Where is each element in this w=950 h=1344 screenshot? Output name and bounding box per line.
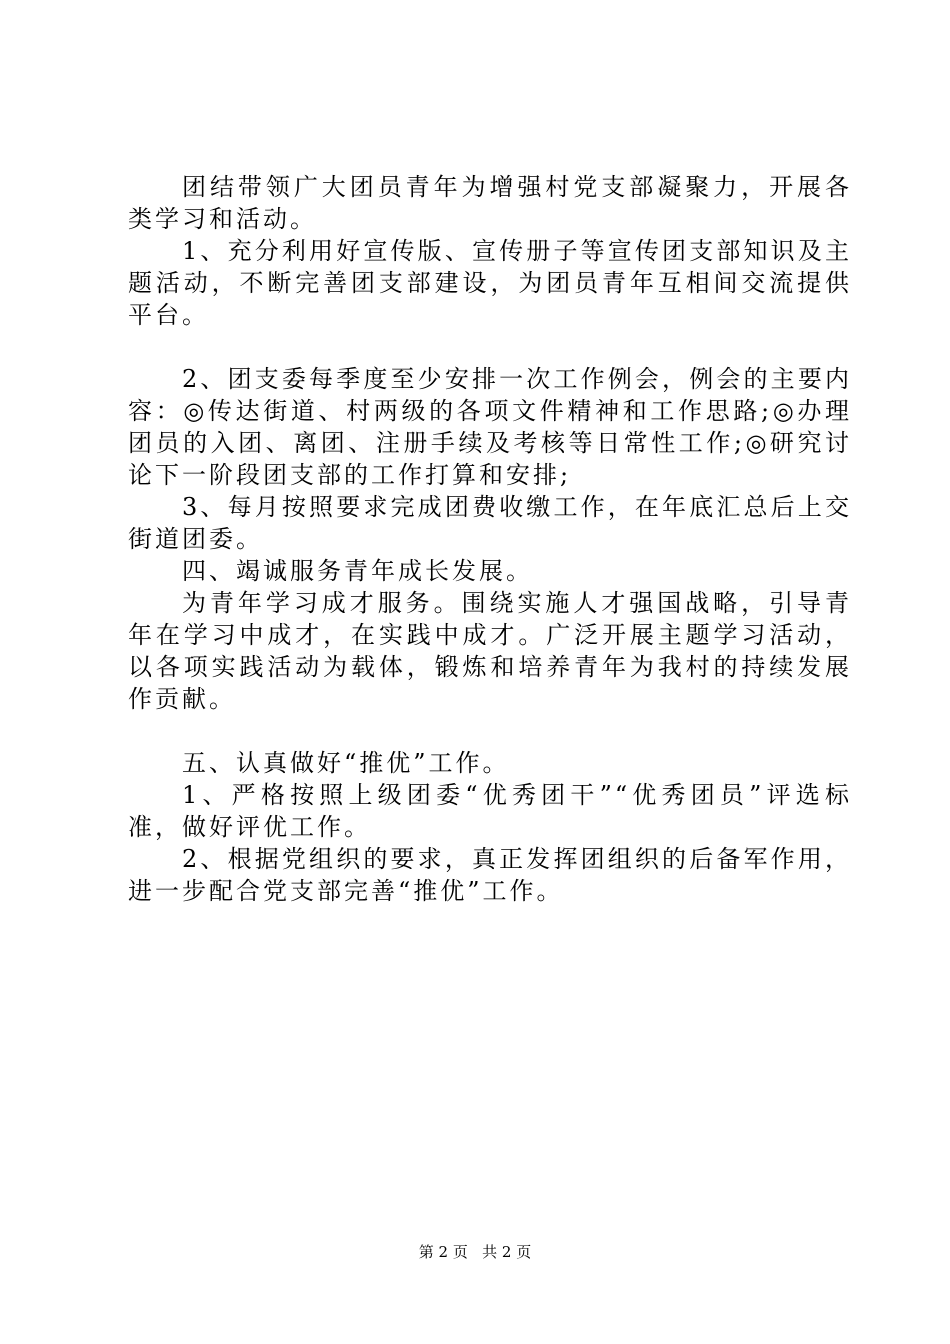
paragraph-item-3-fees: 3、每月按照要求完成团费收缴工作，在年底汇总后上交街道团委。 [128, 493, 852, 553]
paragraph-youth-service: 为青年学习成才服务。围绕实施人才强国战略，引导青年在学习中成才，在实践中成才。广泛开展主题学习活动，以各项实践活动为载体，锻炼和培养青年为我村的持续发展作贡献。 [128, 589, 852, 713]
paragraph-intro: 团结带领广大团员青年为增强村党支部凝聚力，开展各类学习和活动。 [128, 173, 852, 233]
paragraph-item-2-meetings: 2、团支委每季度至少安排一次工作例会，例会的主要内容：◎传达街道、村两级的各项文件精神和工作思路;◎办理团员的入团、离团、注册手续及考核等日常性工作;◎研究讨论下一阶段团支部的工作打算和安排; [128, 365, 852, 489]
paragraph-five-item-2: 2、根据党组织的要求，真正发挥团组织的后备军作用，进一步配合党支部完善“推优”工作。 [128, 845, 852, 905]
page-footer [0, 1242, 950, 1262]
section-heading-four: 四、竭诚服务青年成长发展。 [182, 557, 533, 585]
document-body [128, 171, 852, 907]
paragraph-five-item-1: 1、严格按照上级团委“优秀团干”“优秀团员”评选标准，做好评优工作。 [128, 781, 852, 841]
page-number-label: 第 2 页 共 2 页 [418, 1243, 532, 1261]
paragraph-item-1-promotion: 1、充分利用好宣传版、宣传册子等宣传团支部知识及主题活动，不断完善团支部建设，为团员青年互相间交流提供平台。 [128, 237, 852, 329]
section-heading-five: 五、认真做好“推优”工作。 [182, 749, 510, 777]
